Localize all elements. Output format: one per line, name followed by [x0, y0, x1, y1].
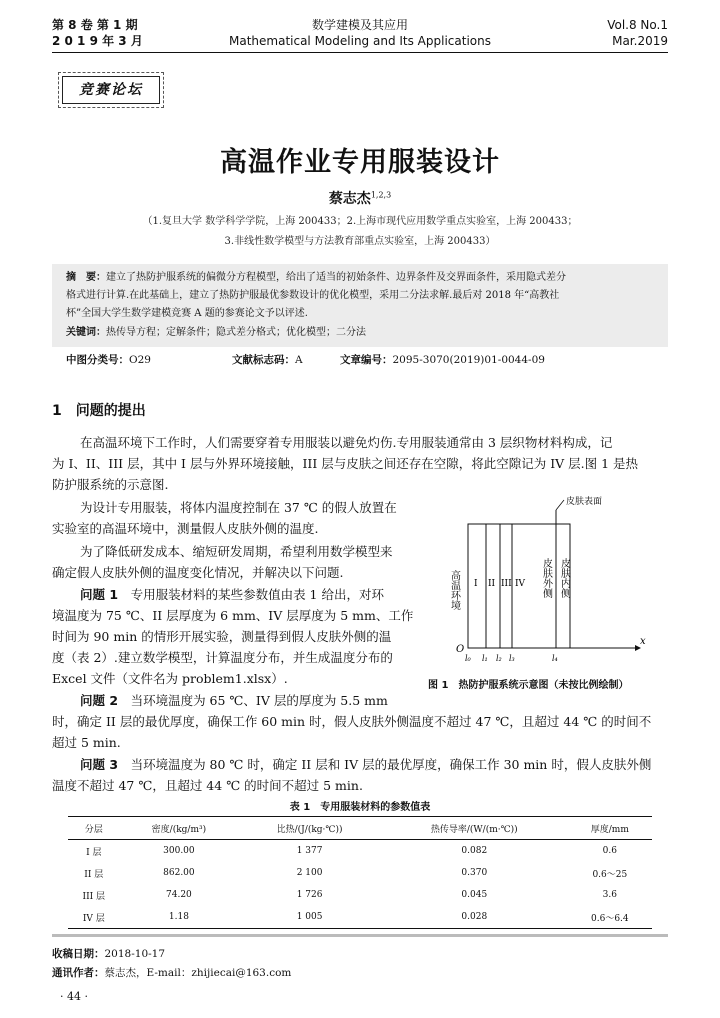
para2-line-2: 实验室的高温环境中，测量假人皮肤外侧的温度.	[52, 521, 319, 536]
table-cell: 0.6	[602, 846, 617, 856]
table-cell: 0.082	[461, 846, 488, 856]
problem1-line-5: Excel 文件（文件名为 problem1.xlsx）.	[52, 671, 288, 686]
tick-l0: l₀	[465, 654, 471, 663]
table-cell: 300.00	[163, 846, 195, 856]
problem3-line-1: 问题 3 当环境温度为 80 ℃ 时，确定 II 层和 IV 层的最优厚度，确保工作 30 min 时，假人皮肤外侧	[80, 757, 652, 772]
table-row	[68, 840, 652, 863]
section-heading: 1 问题的提出	[52, 403, 146, 419]
problem2-line-3: 超过 5 min.	[52, 735, 121, 750]
table-cell: 0.028	[381, 906, 568, 929]
tick-l3: l₃	[509, 654, 515, 663]
skin-surface-leader	[556, 500, 564, 510]
abstract-line-1: 摘 要：建立了热防护服系统的偏微分方程模型，给出了适当的初始条件、边界条件及交界面条件，采用隐式差分	[66, 272, 566, 283]
origin-label: O	[456, 644, 465, 655]
table-cell: 1 005	[238, 906, 381, 929]
author-affiliation-marks: 1,2,3	[370, 190, 392, 200]
problem2-line-2: 时，确定 II 层的最优厚度，确保工作 60 min 时，假人皮肤外侧温度不超过 47 ℃，且超过 44 ℃ 的时间不	[52, 714, 652, 729]
problem1-line-1: 问题 1 专用服装材料的某些参数值由表 1 给出，对环	[80, 587, 384, 602]
article-number: 文章编号：2095-3070(2019)01-0044-09	[340, 354, 545, 366]
table-cell: 1 726	[296, 890, 323, 900]
layer-label-3: III	[501, 579, 512, 589]
para1-line-2: 为 I、II、III 层，其中 I 层与外界环境接触，III 层与皮肤之间还存在空隙，将此空隙记为 IV 层.图 1 是热	[52, 456, 639, 471]
para3-line-2: 确定假人皮肤外侧的温度变化情况，并解决以下问题.	[52, 565, 344, 580]
abstract-line-3: 杯”全国大学生数学建模竞赛 A 题的参赛论文予以评述.	[66, 308, 308, 319]
journal-title-en: Mathematical Modeling and Its Applications	[229, 34, 491, 48]
footnote-rule	[52, 934, 668, 937]
col-header-thickness: 厚度/mm	[568, 817, 652, 840]
col-header-density: 密度/(kg/m³)	[120, 817, 239, 840]
table-cell: I 层	[86, 847, 102, 858]
layer-label-4: IV	[515, 579, 526, 589]
parameter-table	[68, 816, 652, 929]
date-cn: 2 0 1 9 年 3 月	[52, 34, 143, 48]
figure-1-caption: 图 1 热防护服系统示意图（未按比例绘制）	[428, 680, 629, 691]
tick-l4: l₄	[552, 654, 558, 663]
problem2-line-1: 问题 2 当环境温度为 65 ℃、IV 层的厚度为 5.5 mm	[80, 693, 388, 708]
affiliation-line-2: 3.非线性数学模型与方法教育部重点实验室，上海 200433）	[224, 236, 496, 247]
figure-1	[440, 490, 656, 665]
table-row	[68, 884, 652, 906]
para2-line-1: 为设计专用服装，将体内温度控制在 37 ℃ 的假人放置在	[80, 500, 397, 515]
volume-issue-en: Vol.8 No.1	[607, 18, 668, 32]
problem1-line-2: 境温度为 75 ℃、II 层厚度为 6 mm、IV 层厚度为 5 mm、工作	[52, 608, 414, 623]
journal-title-cn: 数学建模及其应用	[311, 18, 408, 32]
section-tag: 竞赛论坛	[62, 76, 160, 104]
page-number: · 44 ·	[60, 990, 88, 1003]
table-cell: 0.045	[461, 890, 488, 900]
problem1-line-3: 时间为 90 min 的情形开展实验，测量得到假人皮肤外侧的温	[52, 629, 392, 644]
tick-l2: l₂	[496, 654, 502, 663]
tick-l1: l₁	[482, 654, 488, 663]
keywords: 关键词：热传导方程；定解条件；隐式差分格式；优化模型；二分法	[66, 327, 366, 338]
table-cell: 1 377	[296, 846, 323, 856]
received-date: 收稿日期：2018-10-17	[52, 948, 166, 960]
header-rule	[52, 52, 668, 53]
skin-inner-label: 皮肤内侧	[558, 558, 570, 598]
clc-number: 中图分类号：O29	[66, 354, 151, 366]
para1-line-1: 在高温环境下工作时，人们需要穿着专用服装以避免灼伤.专用服装通常由 3 层织物材料构成，记	[80, 435, 613, 450]
table-cell: 74.20	[166, 890, 192, 900]
para1-line-3: 防护服系统的示意图.	[52, 477, 169, 492]
col-header-layer: 分层	[68, 817, 120, 840]
date-en: Mar.2019	[612, 34, 668, 48]
author-name: 蔡志杰$^{1,2,3}$	[328, 190, 392, 207]
col-header-conductivity: 热传导率/(W/(m·℃))	[381, 817, 568, 840]
volume-issue-cn: 第 8 卷 第 1 期	[52, 18, 138, 32]
article-title: 高温作业专用服装设计	[220, 147, 500, 178]
problem3-line-2: 温度不超过 47 ℃，且超过 44 ℃ 的时间不超过 5 min.	[52, 778, 363, 793]
table-cell: III 层	[82, 891, 106, 902]
affiliation-line-1: （1.复旦大学 数学科学学院，上海 200433；2.上海市现代应用数学重点实验室，上海 200433；	[142, 216, 578, 227]
layer-label-1: I	[474, 579, 478, 589]
document-code: 文献标志码：A	[232, 354, 303, 366]
col-header-specific-heat: 比热/(J/(kg·℃))	[238, 817, 381, 840]
table-cell: 0.6～6.4	[568, 906, 652, 929]
table-cell: 2 100	[296, 868, 323, 878]
table-1-caption: 表 1 专用服装材料的参数值表	[289, 802, 431, 813]
table-row	[68, 862, 652, 884]
table-cell: 0.370	[461, 868, 488, 878]
table-cell: 862.00	[163, 868, 195, 878]
table-cell: 1.18	[120, 906, 239, 929]
table-cell: 0.6～25	[592, 869, 628, 880]
environment-label: 高温环境	[448, 570, 460, 610]
problem1-line-4: 度（表 2）.建立数学模型，计算温度分布，并生成温度分布的	[52, 650, 393, 665]
para3-line-1: 为了降低研发成本、缩短研发周期，希望利用数学模型来	[80, 544, 393, 559]
table-cell: II 层	[84, 869, 104, 880]
corresponding-author: 通讯作者：蔡志杰，E-mail：zhijiecai@163.com	[52, 967, 292, 979]
table-cell: 3.6	[602, 890, 617, 900]
table-cell: IV 层	[68, 906, 120, 929]
skin-outer-label: 皮肤外侧	[540, 558, 552, 598]
table-header-row	[68, 817, 652, 840]
table-row	[68, 906, 652, 929]
layer-label-2: II	[488, 579, 496, 589]
skin-surface-label: 皮肤表面	[566, 497, 603, 507]
x-axis-label: x	[640, 636, 646, 647]
figure-1-diagram	[440, 490, 656, 665]
abstract-line-2: 格式进行计算.在此基础上，建立了热防护服最优参数设计的优化模型，采用二分法求解.最后对 2018 年“高教社	[66, 290, 560, 301]
